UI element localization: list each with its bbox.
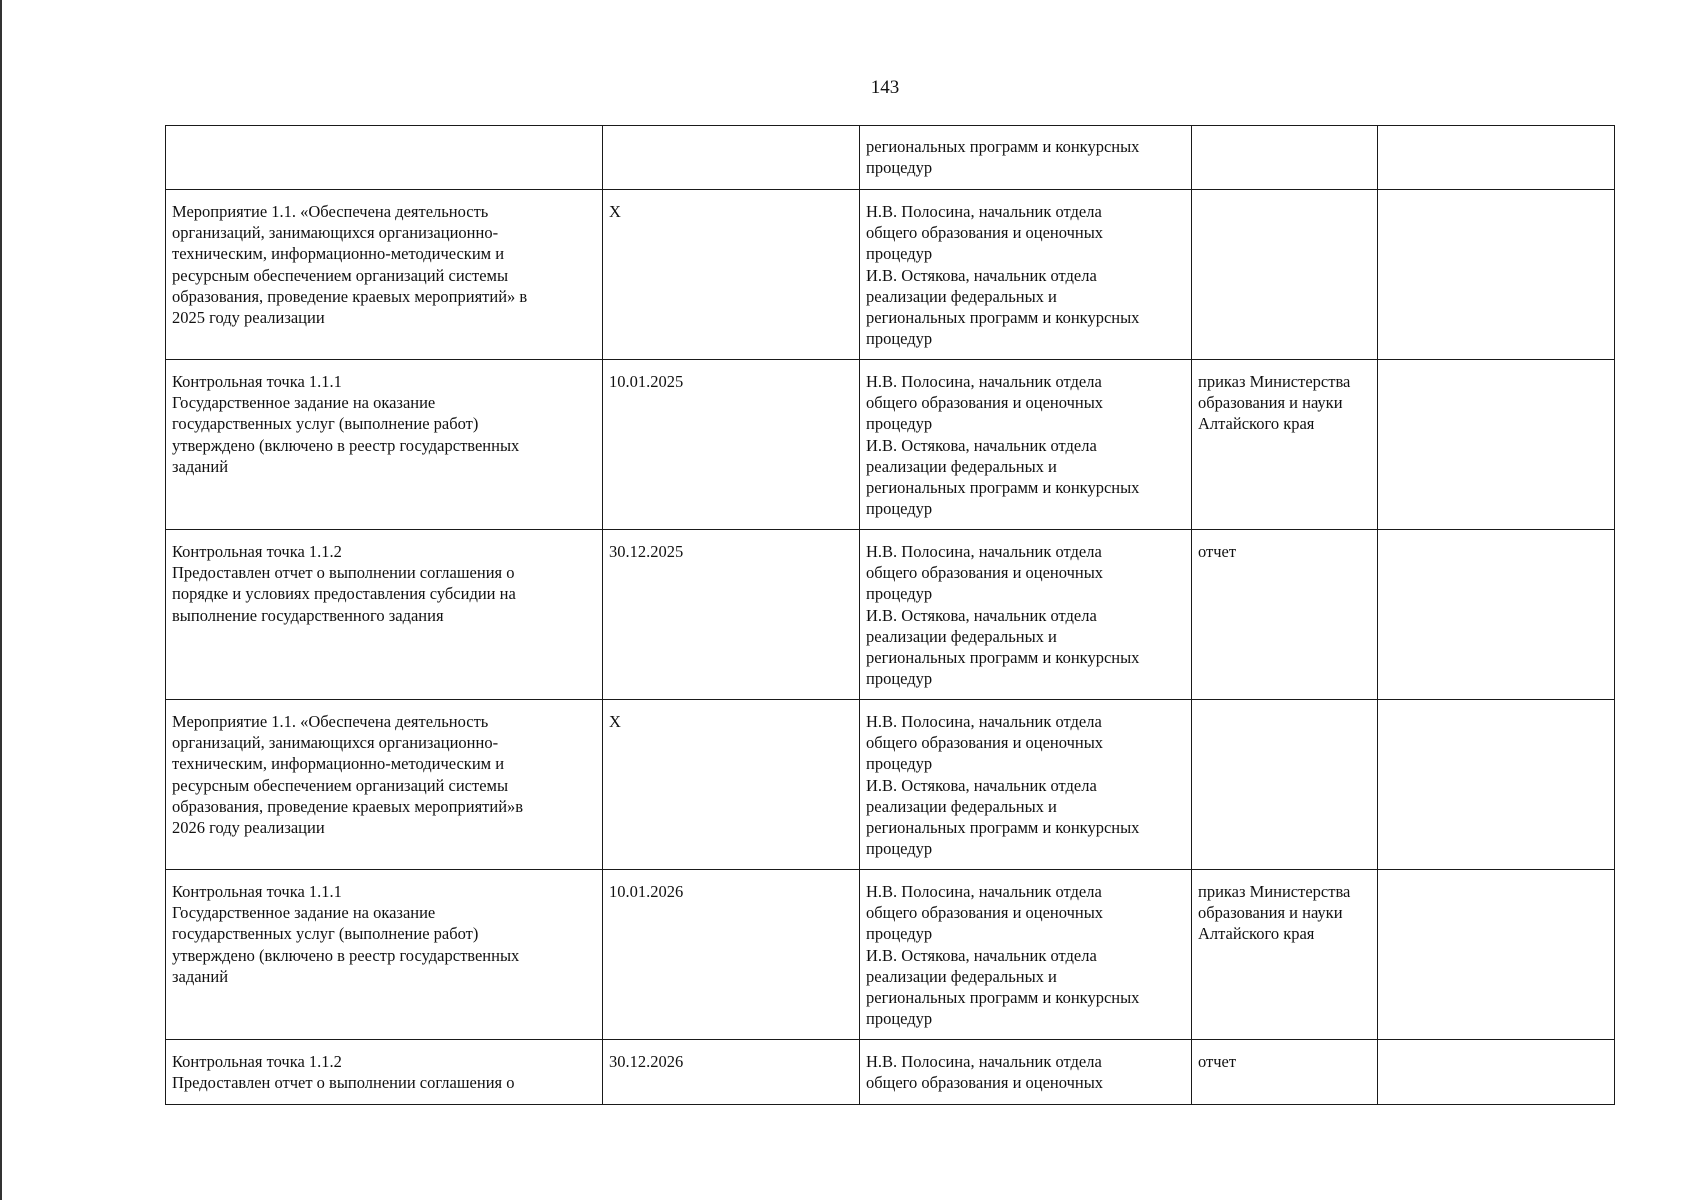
responsible-cell: Н.В. Полосина, начальник отдела общего образования и оценочных <box>860 1040 1192 1105</box>
date-cell: 30.12.2026 <box>603 1040 860 1105</box>
extra-cell <box>1378 530 1615 700</box>
date-cell: X <box>603 190 860 360</box>
document-cell <box>1192 126 1378 190</box>
event-cell: Контрольная точка 1.1.1 Государственное задание на оказание государственных услуг (выполнение работ) утверждено (включено в реестр государственных заданий <box>166 360 603 530</box>
document-cell <box>1192 190 1378 360</box>
document-cell: приказ Министерства образования и науки Алтайского края <box>1192 870 1378 1040</box>
event-cell: Контрольная точка 1.1.2 Предоставлен отчет о выполнении соглашения о порядке и условиях предоставления субсидии на выполнение государственного задания <box>166 530 603 700</box>
responsible-cell: Н.В. Полосина, начальник отдела общего образования и оценочных процедур И.В. Остякова, начальник отдела реализации федеральных и региональных программ и конкурсных процедур <box>860 360 1192 530</box>
extra-cell <box>1378 870 1615 1040</box>
responsible-cell: Н.В. Полосина, начальник отдела общего образования и оценочных процедур И.В. Остякова, начальник отдела реализации федеральных и региональных программ и конкурсных процедур <box>860 530 1192 700</box>
document-cell <box>1192 700 1378 870</box>
plan-table <box>165 125 1615 1105</box>
responsible-cell: региональных программ и конкурсных процедур <box>860 126 1192 190</box>
responsible-cell: Н.В. Полосина, начальник отдела общего образования и оценочных процедур И.В. Остякова, начальник отдела реализации федеральных и региональных программ и конкурсных процедур <box>860 700 1192 870</box>
extra-cell <box>1378 360 1615 530</box>
page-number: 143 <box>870 77 900 98</box>
responsible-cell: Н.В. Полосина, начальник отдела общего образования и оценочных процедур И.В. Остякова, начальник отдела реализации федеральных и региональных программ и конкурсных процедур <box>860 870 1192 1040</box>
date-cell: X <box>603 700 860 870</box>
table-row <box>166 190 1615 360</box>
date-cell <box>603 126 860 190</box>
extra-cell <box>1378 126 1615 190</box>
event-cell: Контрольная точка 1.1.2 Предоставлен отчет о выполнении соглашения о <box>166 1040 603 1105</box>
document-cell: отчет <box>1192 1040 1378 1105</box>
extra-cell <box>1378 190 1615 360</box>
table-row <box>166 126 1615 190</box>
table-row <box>166 360 1615 530</box>
extra-cell <box>1378 1040 1615 1105</box>
date-cell: 10.01.2026 <box>603 870 860 1040</box>
event-cell <box>166 126 603 190</box>
table-row <box>166 530 1615 700</box>
page-left-edge <box>0 0 2 1200</box>
document-cell: приказ Министерства образования и науки Алтайского края <box>1192 360 1378 530</box>
document-cell: отчет <box>1192 530 1378 700</box>
event-cell: Контрольная точка 1.1.1 Государственное задание на оказание государственных услуг (выполнение работ) утверждено (включено в реестр государственных заданий <box>166 870 603 1040</box>
date-cell: 30.12.2025 <box>603 530 860 700</box>
event-cell: Мероприятие 1.1. «Обеспечена деятельность организаций, занимающихся организационно- техническим, информационно-методическим и ресурсным обеспечением организаций системы образования, проведение краевых мероприятий» в 2025 году реализации <box>166 190 603 360</box>
responsible-cell: Н.В. Полосина, начальник отдела общего образования и оценочных процедур И.В. Остякова, начальник отдела реализации федеральных и региональных программ и конкурсных процедур <box>860 190 1192 360</box>
event-cell: Мероприятие 1.1. «Обеспечена деятельность организаций, занимающихся организационно- техническим, информационно-методическим и ресурсным обеспечением организаций системы образования, проведение краевых мероприятий»в 2026 году реализации <box>166 700 603 870</box>
extra-cell <box>1378 700 1615 870</box>
table-row <box>166 1040 1615 1105</box>
table-row <box>166 700 1615 870</box>
table-row <box>166 870 1615 1040</box>
date-cell: 10.01.2025 <box>603 360 860 530</box>
